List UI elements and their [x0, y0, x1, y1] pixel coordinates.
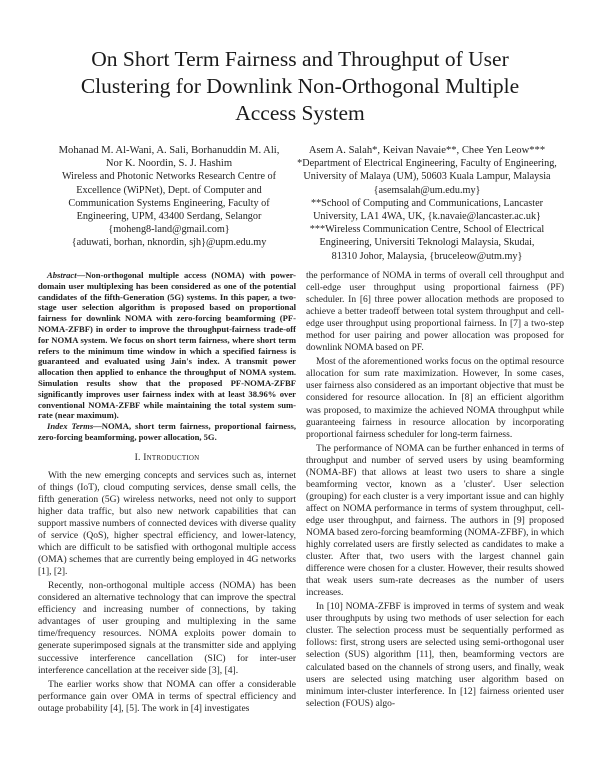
section-heading: I. Introduction: [134, 451, 200, 463]
affiliation-2: [288, 197, 566, 223]
right-column: [306, 270, 564, 712]
author-block-right: [288, 144, 566, 263]
author-names: Asem A. Salah*, Keivan Navaie**, Chee Yen Leow***: [308, 145, 546, 156]
affiliation-line: *Department of Electrical Engineering, Faculty of Engineering,: [297, 158, 557, 170]
title-line: On Short Term Fairness and Throughput of User: [91, 47, 509, 71]
body-paragraph: the performance of NOMA in terms of overall cell throughput and cell-edge user throughput using proportional fairness (PF) scheduler. In [6] three power allocation methods are proposed to achieve a better tradeoff between total system throughput and cell-edge user throughput using proportional fairness. In [7] a two-step method for user pairing and power allocation was proposed for downlink NOMA based on PF.: [306, 270, 564, 354]
body-paragraph: The earlier works show that NOMA can offer a considerable performance gain over OMA in terms of spectral efficiency and outage probability [4], [5]. The work in [4] investigates: [38, 678, 296, 714]
affiliation-line: 81310 Johor, Malaysia, {bruceleow@utm.my}: [331, 250, 523, 262]
abstract-text: —Non-orthogonal multiple access (NOMA) with power-domain user multiplexing has been considered as one of the potential candidates of the fifth-Generation (5G) systems. In this paper, a two-stage user selection algorithm is proposed based on proportional fairness for downlink NOMA with zero-forcing beamforming (PF-NOMA-ZFBF) in order to improve the throughput-fairness trade-off for NOMA system. We focus on short term fairness, where short term refers to the minimum time window in which a specified fairness is guaranteed and evaluated using Jain's index. A transmit power allocation then applied to enhance the throughput of NOMA system. Simulation results show that the proposed PF-NOMA-ZFBF significantly improves user fairness index with at least 38.96% over conventional NOMA-ZFBF while maintaining the total system sum-rate (near maximum).: [38, 270, 296, 421]
index-terms-lead: Index Terms: [47, 421, 94, 432]
affiliation-3: [288, 223, 566, 263]
affiliation-line: ***Wireless Communication Centre, School of Electrical: [309, 224, 545, 236]
affiliation-line: Excellence (WiPNet), Dept. of Computer and: [76, 184, 262, 196]
affiliation-line: Engineering, UPM, 43400 Serdang, Selangor: [76, 211, 262, 223]
author-block-left: [38, 144, 300, 250]
affiliation-line: University of Malaya (UM), 50603 Kuala Lampur, Malaysia: [303, 171, 551, 183]
author-names: Mohanad M. Al-Wani, A. Sali, Borhanuddin M. Ali,: [58, 145, 280, 156]
author-names: Nor K. Noordin, S. J. Hashim: [105, 158, 233, 170]
body-paragraph: In [10] NOMA-ZFBF is improved in terms of system and weak user throughputs by using two methods of user selection for each cluster. The selection process must be sequentially performed as follows: first, strong users are selected using semi-orthogonal user selection (SUS) algorithm [11], then, beamforming vectors are calculated based on the channels of strong users, and finally, weak users are selected using matching user algorithm based on minimum inter-cluster interference. In [12] fairness oriented user selection (FOUS) algo-: [306, 601, 564, 709]
left-column: [38, 270, 296, 717]
affiliation-line: University, LA1 4WA, UK, {k.navaie@lancaster.ac.uk}: [313, 211, 541, 223]
body-paragraph: Most of the aforementioned works focus on the optimal resource allocation for sum rate maximization. However, In some cases, user fairness also considered as an important objective that must be considered for resource allocation. In [8] an efficient algorithm was proposed, to maximize the achieved NOMA throughput while guaranteeing fairness in resource allocation by incorporating proportional fairness scheduler for long-term fairness.: [306, 356, 564, 440]
abstract: [38, 270, 296, 443]
abstract-paragraph: [38, 270, 296, 421]
email-line: {asemsalah@um.edu.my}: [373, 184, 481, 196]
affiliation-line: Engineering, Universiti Teknologi Malaysia, Skudai,: [319, 237, 535, 249]
affiliation-line: Wireless and Photonic Networks Research Centre of: [61, 171, 277, 183]
title-line: Clustering for Downlink Non-Orthogonal Multiple: [80, 74, 520, 98]
affiliation-1: [288, 157, 566, 197]
email-line: {moheng8-land@gmail.com}: [108, 224, 230, 236]
title-line: Access System: [235, 101, 365, 125]
affiliation-line: **School of Computing and Communications, Lancaster: [310, 197, 543, 209]
affiliation-line: Communication Systems Engineering, Faculty of: [68, 197, 270, 209]
abstract-lead: Abstract: [47, 270, 77, 280]
email-line: {aduwati, borhan, nknordin, sjh}@upm.edu.my: [71, 237, 267, 249]
body-paragraph: With the new emerging concepts and services such as, internet of things (IoT), cloud computing services, dense small cells, the fifth generation (5G) wireless networks, need not only to support higher data traffic, but also new network capabilities that can support massive numbers of connected devices with diverse quality of service (QoS), higher spectral efficiency, and lower-latency, which are difficult to be satisfied with orthogonal multiple access (OMA) schemes that are currently being employed in 4G networks [1], [2].: [38, 469, 296, 578]
body-paragraph: Recently, non-orthogonal multiple access (NOMA) has been considered an alternative technology that can improve the spectral efficiency and increasing number of connections, by taking advantages of user grouping and multiplexing in the same time/frequency resources. NOMA exploits power domain to generate superimposed signals at the transmitter side and applying successive interference cancellation (SIC) for inter-user interference cancellation at the receiver side [3], [4].: [38, 580, 296, 676]
index-terms-text: —NOMA, short term fairness, proportional fairness, zero-forcing beamforming, power allocation, 5G.: [38, 421, 296, 442]
index-terms: [38, 421, 296, 443]
paper-title: [40, 46, 560, 127]
body-paragraph: The performance of NOMA can be further enhanced in terms of throughput and number of served users by using beamforming (NOMA-BF) that allows at least two users to share a single beamforming vector, known as a 'cluster'. User selection (grouping) for each cluster is a very important issue and can highly affect on NOMA performance in terms of system throughput, cell-edge user throughput, and fairness. The authors in [9] proposed NOMA based zero-forcing beamforming (NOMA-ZFBF), in which highly correlated users are firstly selected as candidates to make a cluster. After that, two users with the largest channel gain difference were chosen for a cluster. However, their results showed that weak users sum-rate decreases as the number of users increases.: [306, 442, 564, 599]
